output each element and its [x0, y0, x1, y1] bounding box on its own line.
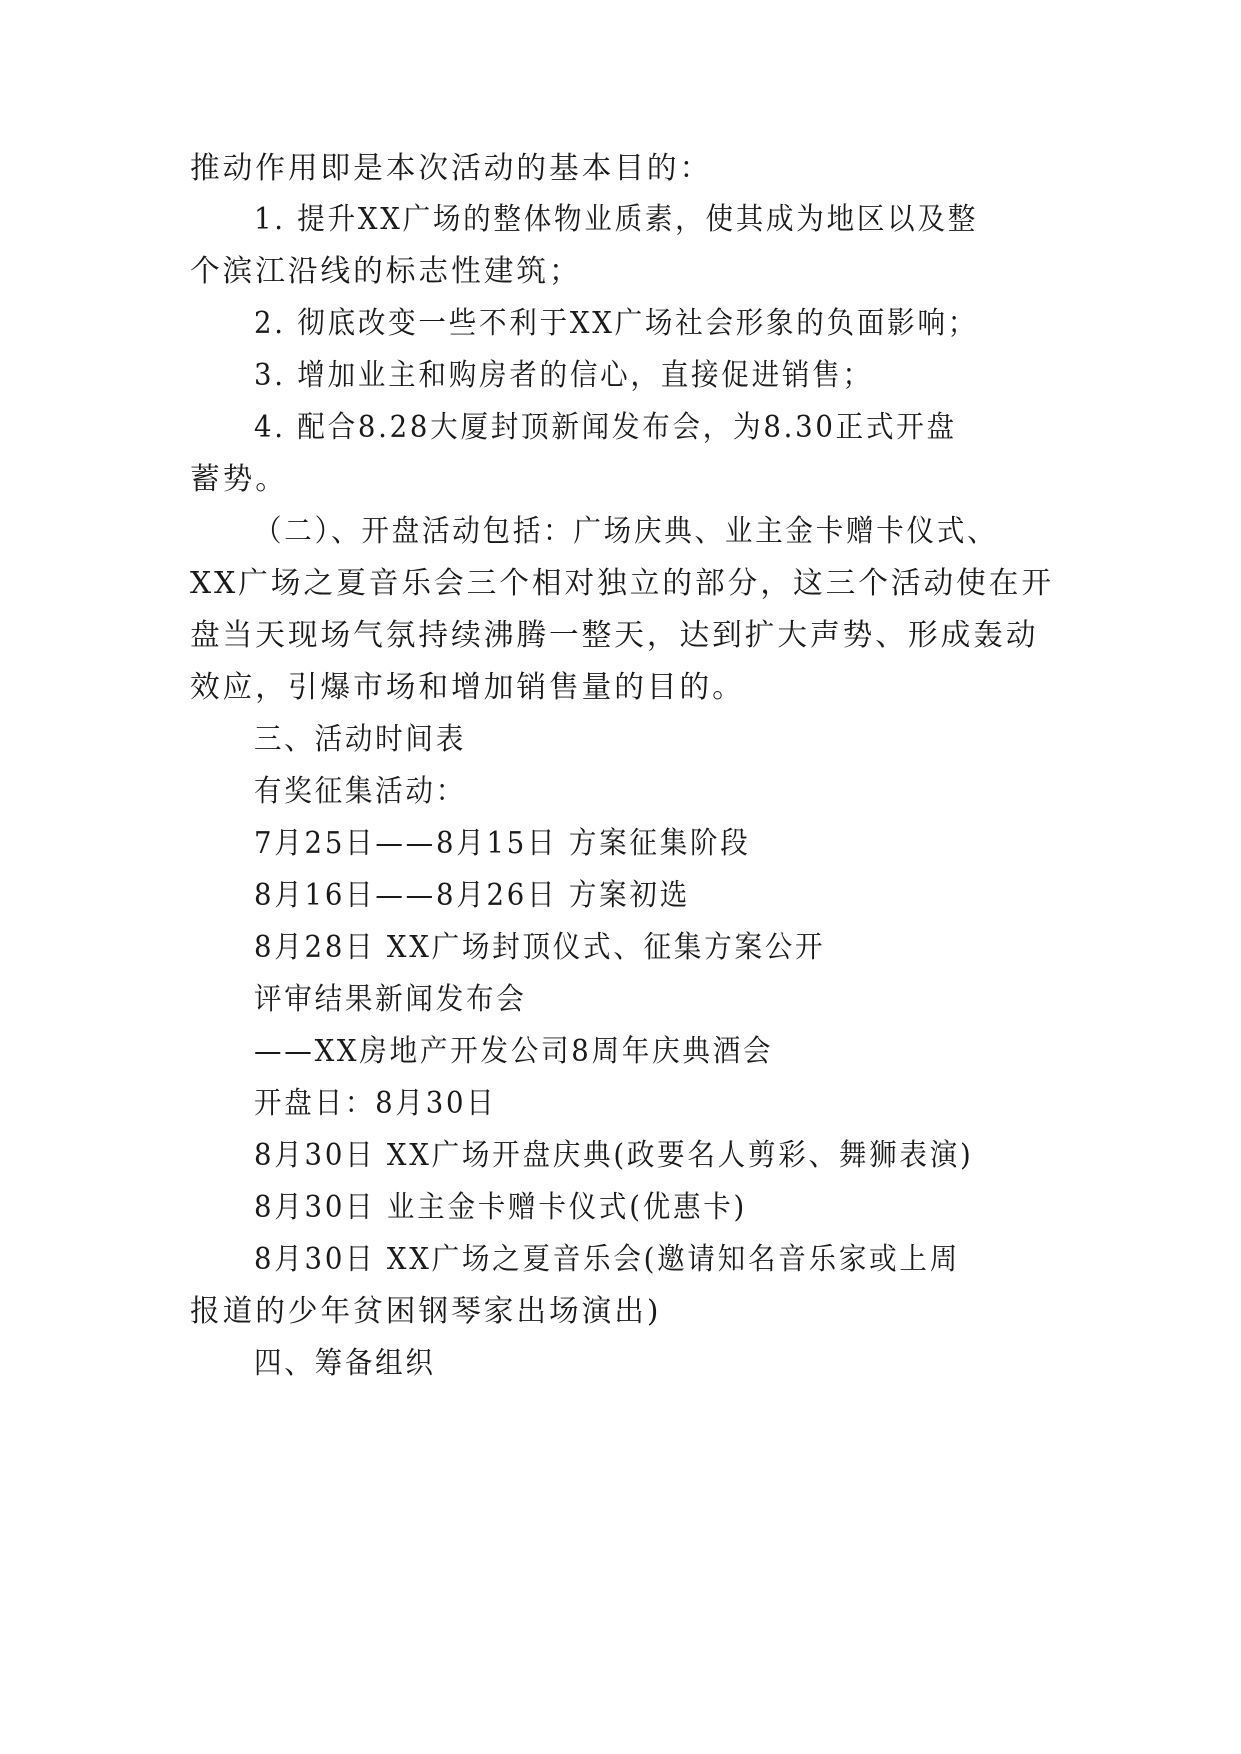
paragraph-line: 推动作用即是本次活动的基本目的： — [190, 151, 713, 186]
section-heading: 四、筹备组织 — [254, 1346, 436, 1381]
paragraph-line: 蓄势。 — [190, 462, 288, 497]
list-item-4: 4. 配合8.28大厦封顶新闻发布会，为8.30正式开盘 — [254, 410, 957, 445]
schedule-line: 开盘日：8月30日 — [254, 1086, 497, 1121]
schedule-line: ——XX房地产开发公司8周年庆典酒会 — [254, 1034, 774, 1069]
paragraph-line: 效应，引爆市场和增加销售量的目的。 — [190, 670, 745, 705]
paragraph-line: XX广场之夏音乐会三个相对独立的部分，这三个活动使在开 — [190, 566, 1055, 601]
paragraph-line: 盘当天现场气氛持续沸腾一整天，达到扩大声势、形成轰动 — [190, 618, 1039, 653]
schedule-line: 8月30日 业主金卡赠卡仪式(优惠卡) — [254, 1190, 748, 1225]
list-item-1: 1. 提升XX广场的整体物业质素，使其成为地区以及整 — [254, 202, 979, 237]
schedule-line: 8月28日 XX广场封顶仪式、征集方案公开 — [254, 930, 826, 965]
paragraph-line: 个滨江沿线的标志性建筑； — [190, 254, 582, 289]
paragraph-line: （二）、开盘活动包括：广场庆典、业主金卡赠卡仪式、 — [254, 514, 998, 549]
schedule-line: 8月30日 XX广场之夏音乐会(邀请知名音乐家或上周 — [254, 1242, 960, 1277]
schedule-line: 评审结果新闻发布会 — [254, 982, 527, 1017]
section-heading: 三、活动时间表 — [254, 722, 467, 757]
list-item-2: 2. 彻底改变一些不利于XX广场社会形象的负面影响； — [254, 306, 979, 341]
schedule-line: 7月25日——8月15日 方案征集阶段 — [254, 826, 751, 861]
schedule-line: 报道的少年贫困钢琴家出场演出) — [190, 1294, 662, 1329]
list-item-3: 3. 增加业主和购房者的信心，直接促进销售； — [254, 358, 873, 393]
schedule-line: 8月16日——8月26日 方案初选 — [254, 878, 691, 913]
schedule-line: 8月30日 XX广场开盘庆典(政要名人剪彩、舞狮表演) — [254, 1138, 974, 1173]
paragraph-line: 有奖征集活动： — [254, 774, 467, 809]
